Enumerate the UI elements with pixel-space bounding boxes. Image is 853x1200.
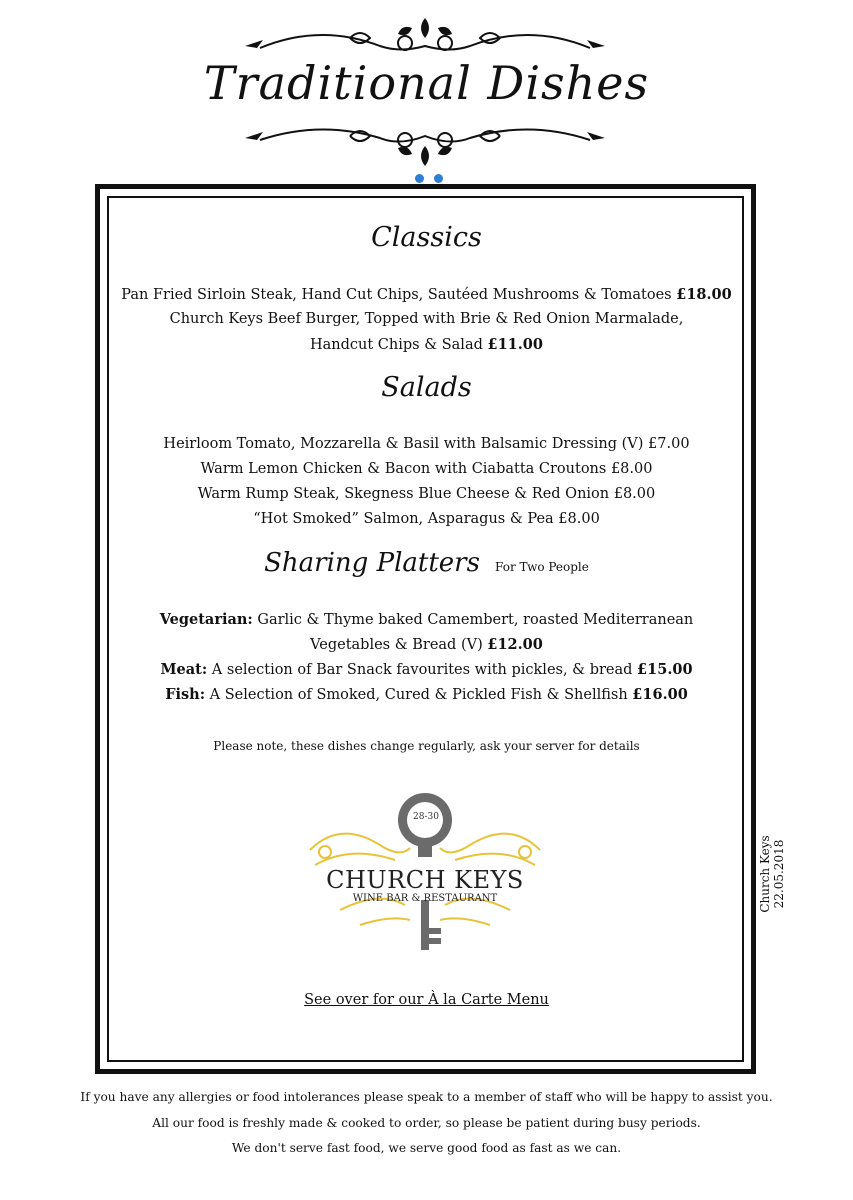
side-date-stamp: Church Keys 22.05.2018 — [758, 835, 786, 913]
platter-text: Vegetables & Bread (V) — [310, 637, 483, 653]
blue-dot — [434, 174, 443, 183]
platter-label: Fish: — [165, 686, 206, 703]
logo-number: 28-30 — [413, 812, 439, 822]
footer-fast-food-note: We don't serve fast food, we serve good food as fast as we can. — [231, 1141, 622, 1155]
item-text: Handcut Chips & Salad — [310, 337, 483, 353]
logo-tagline: WINE BAR & RESTAURANT — [352, 893, 498, 904]
salad-item: “Hot Smoked” Salmon, Asparagus & Pea £8.00 — [253, 511, 600, 527]
classics-item-steak — [0, 286, 853, 303]
salads-heading: Salads — [381, 372, 472, 403]
platter-price: £12.00 — [487, 636, 543, 653]
dishes-change-note: Please note, these dishes change regularly, ask your server for details — [213, 739, 640, 753]
platter-price: £15.00 — [637, 661, 693, 678]
platter-text: A Selection of Smoked, Cured & Pickled Fish & Shellfish — [205, 687, 628, 703]
classics-item-burger-cont — [0, 336, 853, 353]
platter-vegetarian-cont — [0, 636, 853, 653]
platter-meat — [0, 661, 853, 678]
platter-text: Garlic & Thyme baked Camembert, roasted Mediterranean — [252, 612, 694, 628]
item-price: £11.00 — [487, 336, 543, 353]
see-over-text: See over for our À la Carte Menu — [304, 992, 549, 1008]
menu-title: Traditional Dishes — [203, 56, 650, 110]
classics-heading: Classics — [371, 222, 482, 253]
blue-dot — [415, 174, 424, 183]
salad-item: Heirloom Tomato, Mozzarella & Basil with Balsamic Dressing (V) £7.00 — [163, 436, 690, 452]
item-price: £18.00 — [676, 286, 732, 303]
platter-vegetarian — [0, 611, 853, 628]
platter-price: £16.00 — [632, 686, 688, 703]
platter-fish — [0, 686, 853, 703]
platter-label: Meat: — [160, 661, 208, 678]
logo-name: CHURCH KEYS — [326, 866, 524, 894]
item-text: Pan Fried Sirloin Steak, Hand Cut Chips, Sautéed Mushrooms & Tomatoes — [121, 287, 672, 303]
sharing-header — [0, 548, 853, 578]
sharing-heading: Sharing Platters — [264, 548, 480, 578]
sharing-subheading: For Two People — [495, 560, 589, 574]
salad-item: Warm Lemon Chicken & Bacon with Ciabatta Croutons £8.00 — [200, 461, 653, 477]
see-over-note — [0, 992, 853, 1008]
classics-item-burger: Church Keys Beef Burger, Topped with Brie & Red Onion Marmalade, — [169, 311, 684, 327]
platter-text: A selection of Bar Snack favourites with pickles, & bread — [207, 662, 633, 678]
footer-fresh-note: All our food is freshly made & cooked to order, so please be patient during busy periods. — [152, 1116, 701, 1130]
platter-label: Vegetarian: — [159, 611, 253, 628]
salad-item: Warm Rump Steak, Skegness Blue Cheese & Red Onion £8.00 — [197, 486, 656, 502]
footer-allergy-note: If you have any allergies or food intolerances please speak to a member of staff who will be happy to assist you. — [80, 1090, 773, 1104]
